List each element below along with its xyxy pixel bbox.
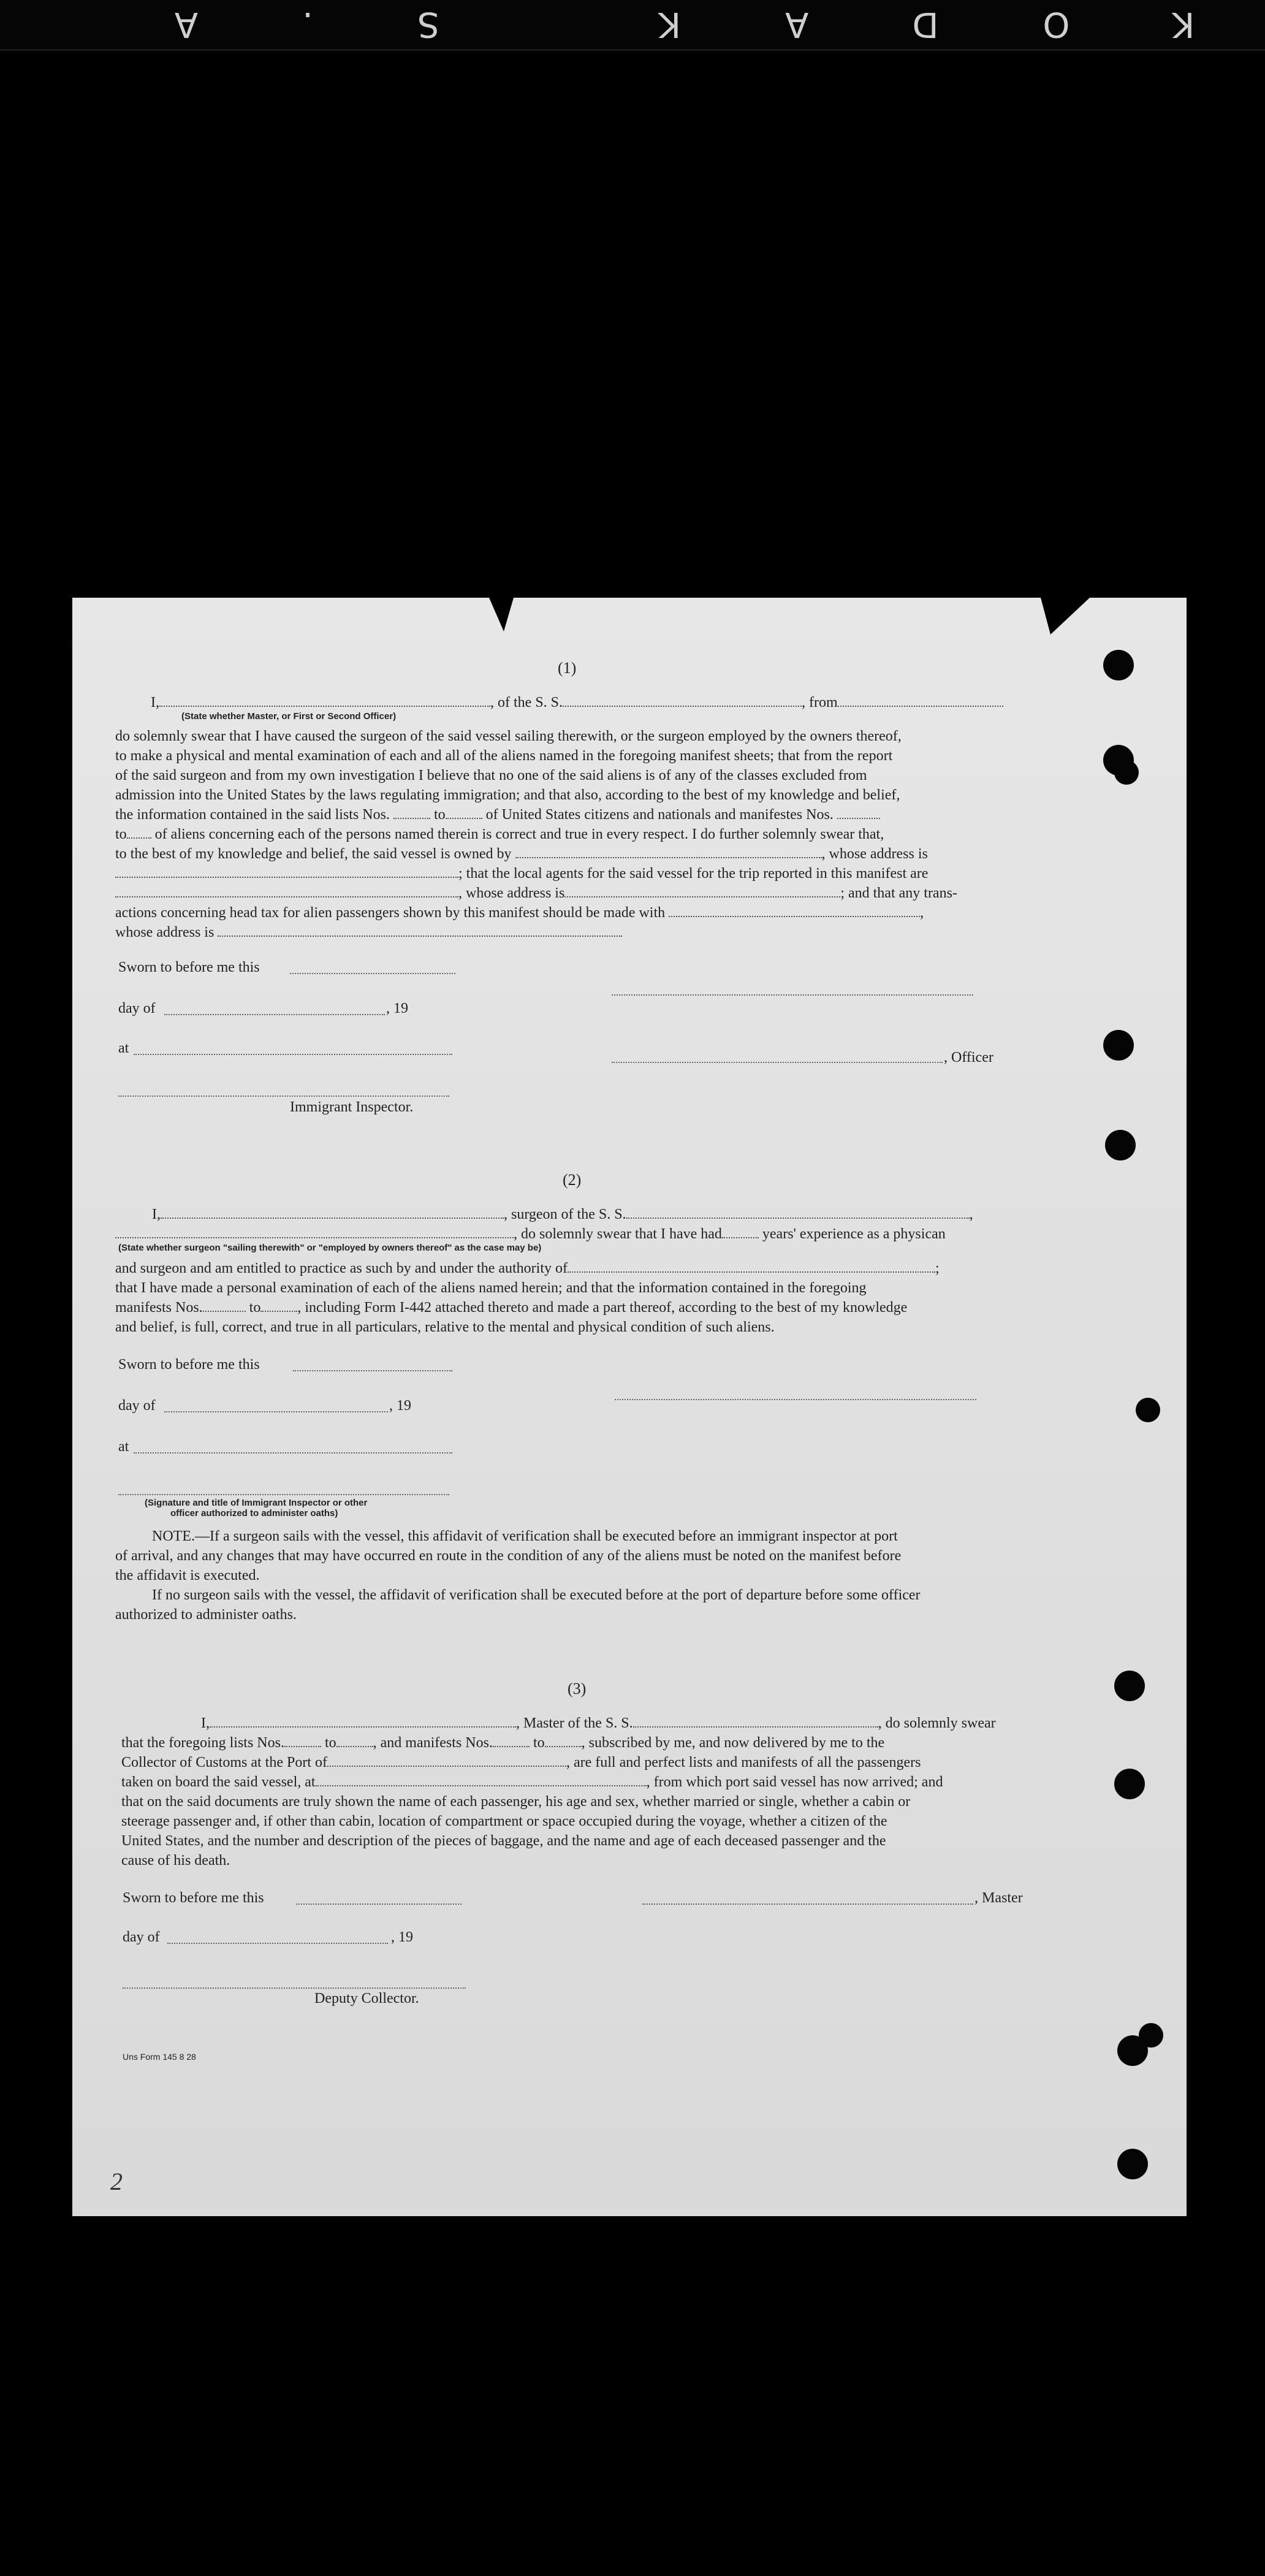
signature-line — [612, 1061, 943, 1063]
text: the information contained in the said lists Nos. — [115, 807, 390, 823]
paragraph-line — [115, 923, 1035, 942]
blank-field — [115, 885, 458, 897]
film-header-text: KODAK S.A — [70, 4, 1195, 44]
day-of-label: day of — [118, 1398, 156, 1414]
text: Collector of Customs at the Port of — [121, 1755, 327, 1770]
text: to — [249, 1300, 261, 1316]
blank-field — [327, 1755, 566, 1767]
note-line: authorized to administer oaths. — [115, 1607, 297, 1623]
manifest-page — [72, 598, 1187, 2216]
text: years' experience as a physican — [762, 1226, 946, 1242]
text: taken on board the said vessel, at — [121, 1774, 316, 1790]
text: of United States citizens and nationals and manifestes Nos. — [485, 807, 834, 823]
note-line: of arrival, and any changes that may have occurred en route in the condition of any of the aliens must be noted on the manifest before — [115, 1548, 902, 1564]
page-mark: 2 — [110, 2168, 123, 2195]
text: ; and that any trans- — [840, 885, 957, 901]
day-of-label: day of — [123, 1929, 160, 1945]
text: whose address is — [115, 924, 215, 940]
date-line — [164, 1410, 388, 1412]
blank-field — [115, 866, 458, 878]
blank-field — [336, 1735, 373, 1747]
text: , of the S. S. — [490, 695, 563, 711]
section2-line2 — [115, 1224, 1035, 1244]
paragraph-line: do solemnly swear that I have caused the surgeon of the said vessel sailing therewith, or the surgeon employed by the owners thereof, — [115, 728, 902, 744]
day-of-label: day of — [118, 1000, 156, 1016]
text: ; that the local agents for the said vessel for the trip reported in this manifest are — [458, 866, 929, 882]
text: to the best of my knowledge and belief, the said vessel is owned by — [115, 846, 512, 862]
field-caption: (State whether surgeon "sailing therewith" or "employed by owners thereof" as the case may be) — [118, 1243, 542, 1253]
blank-field — [316, 1774, 647, 1786]
binder-hole — [1117, 2149, 1148, 2179]
blank-field — [722, 1226, 759, 1238]
blank-field — [838, 695, 1003, 707]
section-number: (1) — [558, 659, 577, 677]
text: I, — [151, 695, 159, 711]
blank-field — [563, 695, 802, 707]
signature-line — [612, 993, 973, 996]
text: , subscribed by me, and now delivered by me to the — [581, 1735, 885, 1751]
blank-field — [669, 905, 920, 917]
section2-line1: I, , surgeon of the S. S. , — [152, 1206, 973, 1222]
film-strip — [0, 0, 1265, 51]
date-line — [167, 1942, 388, 1944]
paragraph-line — [115, 864, 1035, 883]
date-line — [164, 1013, 385, 1015]
binder-hole — [1114, 1671, 1145, 1701]
note-line: the affidavit is executed. — [115, 1568, 260, 1583]
text: , whose address is — [821, 846, 928, 862]
note-line: If no surgeon sails with the vessel, the affidavit of verification shall be executed before at the port of departure before some officer — [152, 1587, 921, 1603]
text: , do solemnly swear — [878, 1715, 996, 1731]
inspector-label: Immigrant Inspector. — [290, 1099, 414, 1115]
torn-edge — [489, 598, 514, 631]
text: that the foregoing lists Nos. — [121, 1735, 284, 1751]
paragraph-line — [115, 825, 1035, 844]
signature-line — [123, 1986, 466, 1989]
deputy-collector-label: Deputy Collector. — [314, 1991, 419, 2006]
sworn-label: Sworn to before me this — [118, 959, 260, 975]
note-line: NOTE.—If a surgeon sails with the vessel, this affidavit of verification shall be executed before an immigrant inspector at port — [152, 1528, 898, 1544]
text: to — [433, 807, 446, 823]
signature-line — [118, 1094, 449, 1097]
field-caption: (State whether Master, or First or Second Officer) — [181, 711, 397, 722]
blank-field — [393, 807, 430, 819]
blank-field — [568, 1260, 935, 1273]
blank-field — [218, 924, 622, 937]
paragraph-line: United States, and the number and description of the pieces of baggage, and the name and age of each deceased passenger and the — [121, 1833, 886, 1849]
sworn-label: Sworn to before me this — [123, 1890, 264, 1906]
form-number: Uns Form 145 8 28 — [123, 2052, 196, 2062]
year-label: , 19 — [389, 1398, 411, 1414]
text: I, — [152, 1206, 161, 1222]
blank-field — [564, 885, 840, 897]
blank-field — [284, 1735, 321, 1747]
signature-line — [642, 1902, 973, 1905]
text: to — [324, 1735, 336, 1751]
text: to — [115, 826, 127, 842]
blank-field — [210, 1715, 516, 1728]
torn-edge — [1041, 598, 1090, 634]
text: , do solemnly swear that I have had — [514, 1226, 722, 1242]
paragraph-line: and surgeon and am entitled to practice as such by and under the authority of ; — [115, 1260, 940, 1276]
text: , whose address is — [458, 885, 565, 901]
blank-field — [837, 807, 880, 819]
text: of aliens concerning each of the persons named therein is correct and true in every respect. I do further solemnly swear that, — [154, 826, 884, 842]
blank-field — [260, 1300, 297, 1312]
paragraph-line: to make a physical and mental examination of each and all of the aliens named in the foregoing manifest sheets; that from the report — [115, 748, 893, 764]
signature-line — [296, 1902, 462, 1905]
section-number: (3) — [568, 1680, 587, 1698]
blank-field — [626, 1206, 970, 1219]
binder-hole — [1103, 1030, 1134, 1061]
paragraph-line: that I have made a personal examination of each of the aliens named herein; and that the information contained in the foregoing — [115, 1280, 867, 1296]
text: to — [533, 1735, 545, 1751]
signature-line — [293, 1369, 452, 1371]
text: , from — [802, 695, 838, 711]
binder-hole — [1105, 1130, 1136, 1160]
place-line — [134, 1053, 452, 1055]
binder-hole — [1114, 760, 1139, 785]
text: actions concerning head tax for alien passengers shown by this manifest should be made with — [115, 905, 666, 921]
blank-field — [115, 1226, 514, 1238]
signature-line — [615, 1398, 976, 1400]
paragraph-line — [115, 1298, 1035, 1317]
text: , and manifests Nos. — [373, 1735, 493, 1751]
officer-label: , Officer — [944, 1050, 993, 1065]
paragraph-line — [115, 805, 1035, 825]
paragraph-line: steerage passenger and, if other than cabin, location of compartment or space occupied during the voyage, whether a citizen of the — [121, 1813, 887, 1829]
blank-field — [545, 1735, 582, 1747]
section-number: (2) — [563, 1171, 582, 1189]
paragraph-line — [121, 1733, 1041, 1753]
binder-hole — [1114, 1769, 1145, 1799]
paragraph-line — [115, 883, 1035, 903]
blank-field — [515, 846, 822, 858]
text: and surgeon and am entitled to practice as such by and under the authority of — [115, 1260, 568, 1276]
section3-line1 — [201, 1713, 1120, 1733]
year-label: , 19 — [391, 1929, 413, 1945]
text: , surgeon of the S. S. — [504, 1206, 626, 1222]
text: I, — [201, 1715, 210, 1731]
text: manifests Nos. — [115, 1300, 203, 1316]
paragraph-line: that on the said documents are truly shown the name of each passenger, his age and sex, whether married or single, whether a cabin or — [121, 1794, 911, 1810]
binder-hole — [1136, 1398, 1160, 1422]
paragraph-line: and belief, is full, correct, and true in all particulars, relative to the mental and physical condition of such aliens. — [115, 1319, 775, 1335]
paragraph-line — [121, 1772, 1041, 1792]
master-label: , Master — [974, 1890, 1023, 1906]
section1-line1 — [151, 693, 1070, 712]
blank-field — [161, 1206, 504, 1219]
blank-field — [446, 807, 482, 819]
blank-field — [493, 1735, 530, 1747]
paragraph-line: admission into the United States by the laws regulating immigration; and that also, according to the best of my knowledge and belief, — [115, 787, 900, 803]
place-line — [134, 1451, 452, 1454]
blank-field — [127, 826, 151, 839]
at-label: at — [118, 1439, 129, 1455]
text: , from which port said vessel has now arrived; and — [646, 1774, 943, 1790]
year-label: , 19 — [386, 1000, 408, 1016]
paragraph-line — [121, 1753, 1041, 1772]
signature-caption: officer authorized to administer oaths) — [170, 1508, 338, 1519]
blank-field — [203, 1300, 246, 1312]
paragraph-line — [115, 844, 1035, 864]
text: , are full and perfect lists and manifests of all the passengers — [566, 1755, 921, 1770]
text: , including Form I-442 attached thereto and made a part thereof, according to the best of my knowledge — [297, 1300, 908, 1316]
paragraph-line: cause of his death. — [121, 1853, 230, 1869]
sworn-label: Sworn to before me this — [118, 1357, 260, 1373]
binder-hole — [1139, 2023, 1163, 2048]
text: , Master of the S. S. — [516, 1715, 633, 1731]
signature-line — [118, 1493, 449, 1495]
signature-line — [290, 972, 455, 974]
signature-caption: (Signature and title of Immigrant Inspector or other — [145, 1498, 368, 1508]
at-label: at — [118, 1040, 129, 1056]
paragraph-line: of the said surgeon and from my own investigation I believe that no one of the said aliens is of any of the classes excluded from — [115, 768, 867, 783]
blank-field — [159, 695, 490, 707]
paragraph-line: actions concerning head tax for alien passengers shown by this manifest should be made with , — [115, 905, 924, 921]
binder-hole — [1103, 650, 1134, 680]
blank-field — [633, 1715, 878, 1728]
